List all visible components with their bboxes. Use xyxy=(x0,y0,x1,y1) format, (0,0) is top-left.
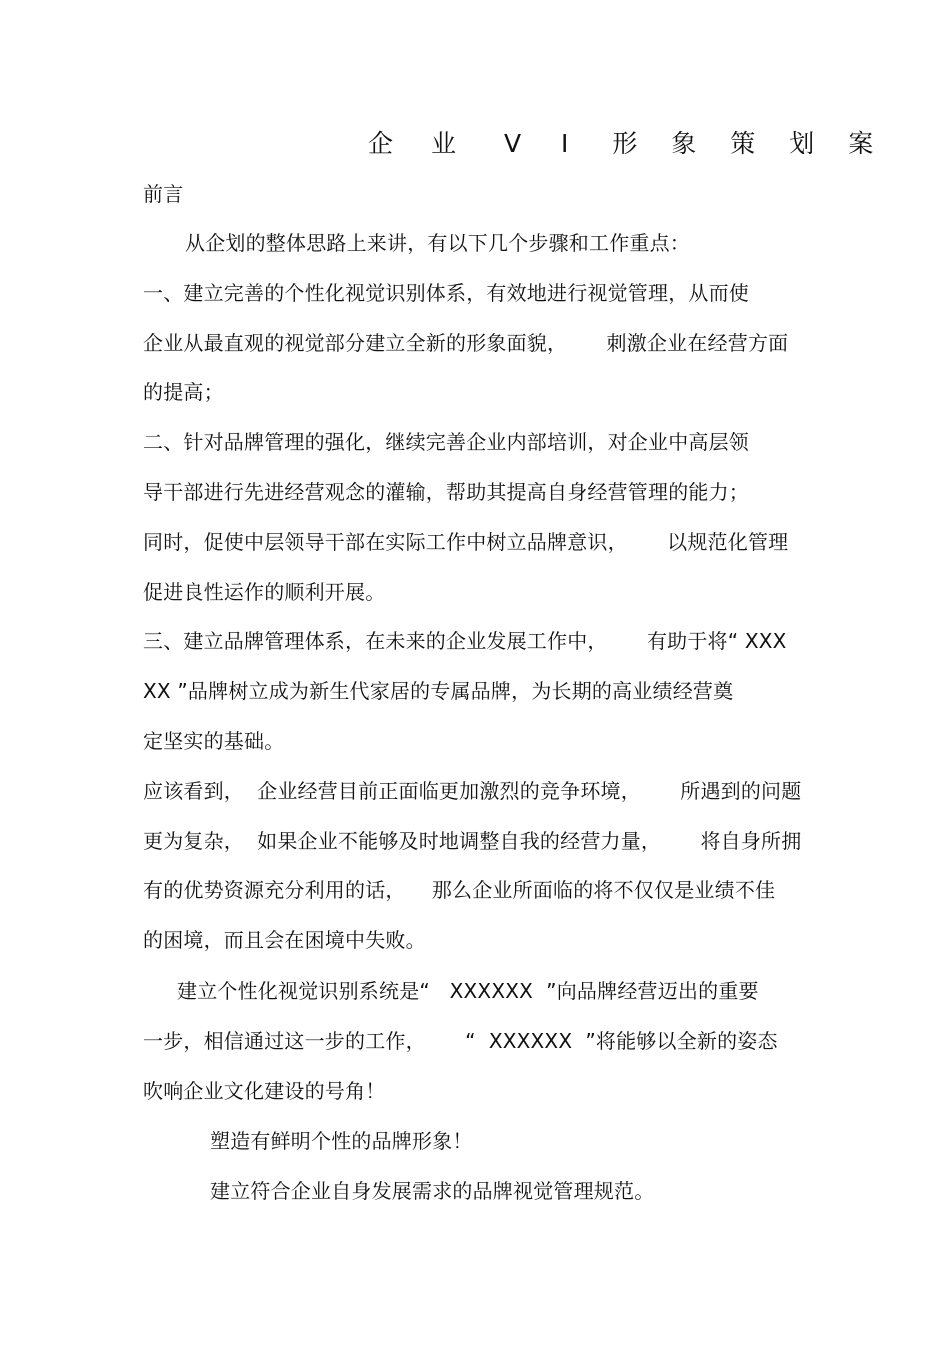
slogan-line: 塑造有鲜明个性的品牌形象！ xyxy=(210,1129,473,1153)
title-char: V xyxy=(503,129,522,158)
paragraph-line: 应该看到， 企业经营目前正面临更加激烈的竞争环境， 所遇到的问题 xyxy=(143,779,802,803)
title-char: I xyxy=(561,129,569,158)
paragraph-line: 促进良性运作的顺利开展。 xyxy=(143,580,386,604)
paragraph-line: 有的优势资源充分利用的话， 那么企业所面临的将不仅仅是业绩不佳 xyxy=(143,878,776,902)
title-char: 形 xyxy=(612,129,638,158)
title-char: 策 xyxy=(730,129,756,158)
paragraph-line: XX ”品牌树立成为新生代家居的专属品牌，为长期的高业绩经营奠 xyxy=(143,679,734,703)
paragraph-line: 建立个性化视觉识别系统是“ XXXXXX ”向品牌经营迈出的重要 xyxy=(177,979,759,1003)
paragraph-line: 的提高； xyxy=(143,380,224,404)
title-char: 象 xyxy=(671,129,697,158)
paragraph-line: 一步，相信通过这一步的工作， “ XXXXXX ”将能够以全新的姿态 xyxy=(143,1029,778,1053)
paragraph-line: 导干部进行先进经营观念的灌输，帮助其提高自身经营管理的能力； xyxy=(143,480,749,504)
paragraph-line: 吹响企业文化建设的号角！ xyxy=(143,1079,386,1103)
paragraph-line: 的困境，而且会在困境中失败。 xyxy=(143,928,426,952)
title-char: 业 xyxy=(430,129,456,158)
paragraph-line: 二、针对品牌管理的强化，继续完善企业内部培训，对企业中高层领 xyxy=(143,430,749,454)
slogan-line: 建立符合企业自身发展需求的品牌视觉管理规范。 xyxy=(210,1179,655,1203)
title-char: 企 xyxy=(368,129,394,158)
preface-heading: 前言 xyxy=(143,182,184,206)
paragraph-line: 企业从最直观的视觉部分建立全新的形象面貌， 刺激企业在经营方面 xyxy=(143,331,789,355)
paragraph-line: 一、建立完善的个性化视觉识别体系，有效地进行视觉管理，从而使 xyxy=(143,281,749,305)
paragraph-line: 从企划的整体思路上来讲，有以下几个步骤和工作重点： xyxy=(185,231,690,255)
paragraph-line: 更为复杂， 如果企业不能够及时地调整自我的经营力量， 将自身所拥 xyxy=(143,829,802,853)
title-char: 划 xyxy=(789,129,815,158)
title-char: 案 xyxy=(848,129,874,158)
document-title xyxy=(368,127,873,161)
paragraph-line: 同时，促使中层领导干部在实际工作中树立品牌意识， 以规范化管理 xyxy=(143,530,789,554)
paragraph-line: 三、建立品牌管理体系，在未来的企业发展工作中， 有助于将“ XXX xyxy=(143,629,787,653)
paragraph-line: 定坚实的基础。 xyxy=(143,729,285,753)
